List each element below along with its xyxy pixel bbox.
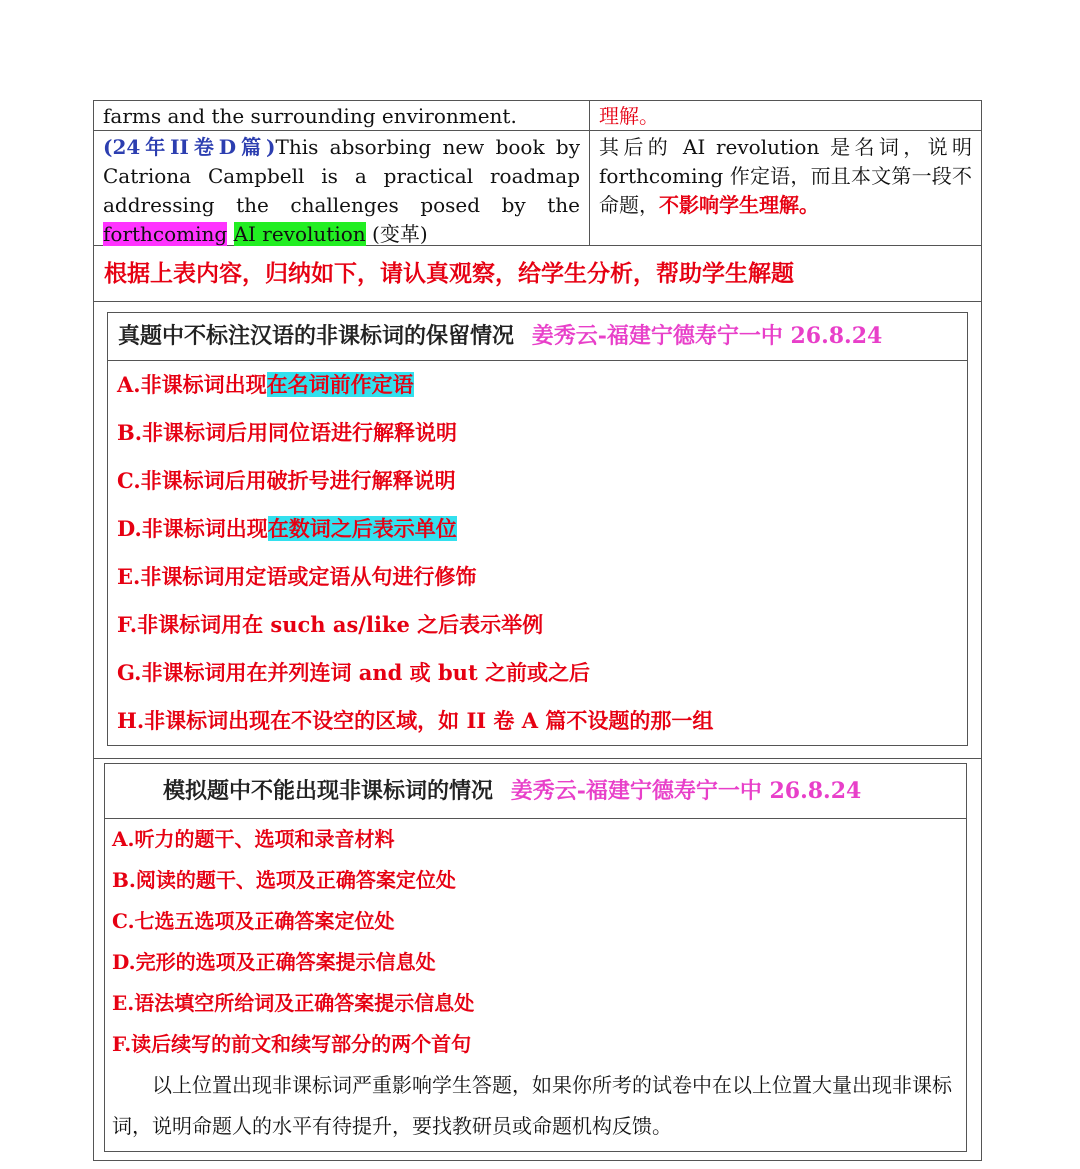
item-text: B.非课标词后用同位语进行解释说明 [117, 420, 458, 445]
list-item: A.听力的题干、选项和录音材料 [112, 827, 395, 851]
box-title-text: 真题中不标注汉语的非课标词的保留情况 [118, 323, 515, 349]
table-row [94, 131, 981, 246]
highlight-forthcoming: forthcoming [103, 222, 228, 246]
mock-exam-box [104, 763, 967, 1152]
item-text: F.非课标词用在 such as/like 之后表示举例 [117, 612, 544, 637]
list-item [108, 505, 967, 553]
item-text: C.非课标词后用破折号进行解释说明 [117, 468, 456, 493]
list-item [108, 409, 967, 457]
real-exam-box [107, 312, 968, 746]
analysis-text: 其后的 AI revolution 是名词，说明 forthcoming 作定语，而且本文第一段不命题， [599, 135, 972, 217]
box-title [108, 313, 967, 361]
table-cell-left [94, 131, 590, 245]
box1-wrapper [94, 302, 981, 759]
box2-wrapper [94, 759, 981, 1160]
table-cell-right [590, 131, 981, 245]
list-item: D.完形的选项及正确答案提示信息处 [112, 950, 436, 974]
list-item: F.读后续写的前文和续写部分的两个首句 [112, 1032, 472, 1056]
item-text: G.非课标词用在并列连词 and 或 but 之前或之后 [117, 660, 590, 685]
highlight-ai-revolution: AI revolution [233, 222, 366, 246]
item-text: E.非课标词用定语或定语从句进行修饰 [117, 564, 477, 589]
list-item [108, 649, 967, 697]
item-text: D.非课标词出现 [117, 516, 268, 541]
exam-source-label: (24年II卷D篇) [103, 135, 276, 159]
list-item [108, 553, 967, 601]
item-text: H.非课标词出现在不设空的区域，如 II 卷 A 篇不设题的那一组 [117, 708, 714, 733]
closing-note-text: 以上位置出现非课标词严重影响学生答题，如果你所考的试卷中在以上位置大量出现非课标词，说明命题人的水平有待提升，要找教研员或命题机构反馈。 [112, 1073, 952, 1138]
item-highlight: 在数词之后表示单位 [267, 516, 457, 541]
author-credit: 姜秀云-福建宁德寿宁一中 26.8.24 [531, 323, 883, 349]
list-item: B.阅读的题干、选项及正确答案定位处 [112, 868, 456, 892]
closing-note [105, 1065, 966, 1151]
list-item [108, 697, 967, 745]
document-page [93, 100, 982, 1161]
summary-heading: 根据上表内容，归纳如下，请认真观察，给学生分析，帮助学生解题 [94, 246, 981, 302]
list-item: C.七选五选项及正确答案定位处 [112, 909, 395, 933]
list-item: E.语法填空所给词及正确答案提示信息处 [112, 991, 475, 1015]
passage-text: This absorbing new book by Catriona Campbell is a practical roadmap addressing the challenges posed by the [103, 135, 580, 217]
passage-gloss: (变革) [372, 222, 428, 246]
table-row [94, 101, 981, 131]
list-item [108, 361, 967, 409]
table-cell-left: farms and the surrounding environment. [94, 101, 590, 130]
box-title-text: 模拟题中不能出现非课标词的情况 [163, 778, 494, 804]
box-items [108, 361, 967, 745]
list-item [108, 601, 967, 649]
item-highlight: 在名词前作定语 [266, 372, 414, 397]
table-cell-right: 理解。 [599, 104, 659, 128]
author-credit: 姜秀云-福建宁德寿宁一中 26.8.24 [510, 778, 862, 804]
list-item [108, 457, 967, 505]
analysis-conclusion: 不影响学生理解。 [659, 193, 819, 217]
comparison-table [93, 100, 982, 1161]
item-text: A.非课标词出现 [117, 372, 267, 397]
box-title [105, 764, 966, 819]
